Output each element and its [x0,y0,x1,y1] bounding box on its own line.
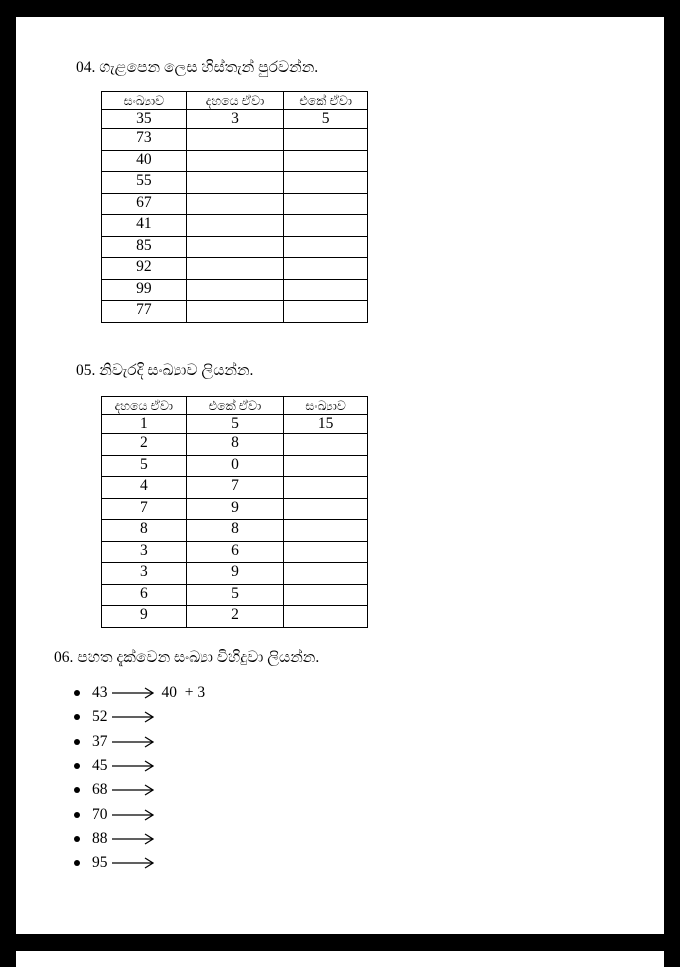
table-row [102,498,368,520]
table-cell: 9 [186,498,284,520]
next-page-edge [16,951,664,967]
table-row [102,129,368,151]
table-cell [186,129,284,151]
list-item [74,778,205,802]
table-cell: 7 [186,477,284,499]
arrow-right-icon [112,809,154,821]
table-cell [284,606,368,628]
bullet-icon [74,714,80,720]
table-cell: 35 [102,110,187,129]
list-item [74,754,205,778]
table-cell [186,172,284,194]
table-cell [186,193,284,215]
table-header-row [102,397,368,415]
table-cell: 67 [102,193,187,215]
table-cell [284,584,368,606]
list-item [74,705,205,729]
table-cell: 15 [284,415,368,434]
table-cell [186,279,284,301]
number-to-expand: 88 [92,829,108,847]
table-cell: 85 [102,236,187,258]
table-cell: 73 [102,129,187,151]
table-cell: 4 [102,477,187,499]
table-cell [186,150,284,172]
bullet-icon [74,690,80,696]
header-number: සංඛ්‍යාව [284,397,368,415]
worksheet-page [16,17,664,934]
arrow-right-icon [112,784,154,796]
table-cell: 3 [102,541,187,563]
table-cell [186,236,284,258]
number-to-expand: 43 [92,684,108,702]
table-cell: 8 [186,520,284,542]
table-header-row [102,92,368,110]
table-cell [284,236,368,258]
arrow-right-icon [112,760,154,772]
bullet-icon [74,763,80,769]
bullet-icon [74,787,80,793]
header-tens: දහයෙ ඒවා [186,92,284,110]
table-row [102,541,368,563]
arrow-right-icon [112,857,154,869]
table-cell [284,455,368,477]
table-cell [284,520,368,542]
table-row [102,150,368,172]
table-row [102,520,368,542]
table-cell: 5 [186,415,284,434]
table-row [102,279,368,301]
list-item [74,827,205,851]
number-to-expand: 68 [92,781,108,799]
table-row [102,477,368,499]
table-row [102,193,368,215]
question-06-title: 06. පහත දැක්වෙන සංඛ්‍යා විහිදුවා ලියන්න. [54,649,320,666]
table-cell: 5 [102,455,187,477]
table-row [102,301,368,323]
table-cell: 9 [102,606,187,628]
table-cell: 41 [102,215,187,237]
bullet-icon [74,812,80,818]
table-cell: 8 [186,434,284,456]
table-cell [284,258,368,280]
table-cell: 55 [102,172,187,194]
table-cell: 40 [102,150,187,172]
question-04-title: 04. ගැළපෙන ලෙස හිස්තැන් පුරවන්න. [76,59,319,76]
table-row [102,434,368,456]
question-04-table [101,91,368,323]
table-cell [284,279,368,301]
header-ones: එකේ ඒවා [186,397,284,415]
table-row [102,215,368,237]
table-cell: 2 [102,434,187,456]
table-cell: 3 [186,110,284,129]
table-cell [284,215,368,237]
header-tens: දහයෙ ඒවා [102,397,187,415]
table-cell [284,129,368,151]
table-cell [284,563,368,585]
table-cell: 0 [186,455,284,477]
bullet-icon [74,860,80,866]
number-to-expand: 45 [92,757,108,775]
number-to-expand: 52 [92,708,108,726]
table-cell: 1 [102,415,187,434]
table-cell: 5 [186,584,284,606]
question-05-table [101,396,368,628]
table-cell: 77 [102,301,187,323]
table-cell [284,477,368,499]
list-item [74,681,205,705]
table-cell: 8 [102,520,187,542]
number-to-expand: 70 [92,805,108,823]
list-item [74,730,205,754]
table-cell [186,301,284,323]
table-cell: 92 [102,258,187,280]
question-06-list [74,681,205,875]
table-cell: 6 [102,584,187,606]
table-cell: 7 [102,498,187,520]
table-row [102,172,368,194]
header-ones: එකේ ඒවා [284,92,368,110]
table-cell: 3 [102,563,187,585]
number-to-expand: 37 [92,732,108,750]
table-cell [284,150,368,172]
table-cell: 5 [284,110,368,129]
table-cell [284,541,368,563]
table-cell [186,258,284,280]
table-row [102,236,368,258]
arrow-right-icon [112,687,154,699]
table-cell: 99 [102,279,187,301]
table-cell: 6 [186,541,284,563]
arrow-right-icon [112,833,154,845]
question-05-title: 05. නිවැරදි සංඛ්‍යාව ලියන්න. [76,362,254,379]
bullet-icon [74,739,80,745]
table-row [102,258,368,280]
list-item [74,851,205,875]
table-cell [284,434,368,456]
header-number: සංඛ්‍යාව [102,92,187,110]
number-to-expand: 95 [92,854,108,872]
table-row [102,606,368,628]
arrow-right-icon [112,711,154,723]
table-row [102,563,368,585]
table-row [102,110,368,129]
table-cell [186,215,284,237]
table-row [102,455,368,477]
list-item [74,802,205,826]
table-row [102,584,368,606]
table-cell [284,193,368,215]
table-cell: 9 [186,563,284,585]
expanded-answer: 40 + 3 [161,684,206,702]
arrow-right-icon [112,736,154,748]
table-cell [284,498,368,520]
bullet-icon [74,836,80,842]
table-cell [284,172,368,194]
table-cell [284,301,368,323]
table-row [102,415,368,434]
table-cell: 2 [186,606,284,628]
